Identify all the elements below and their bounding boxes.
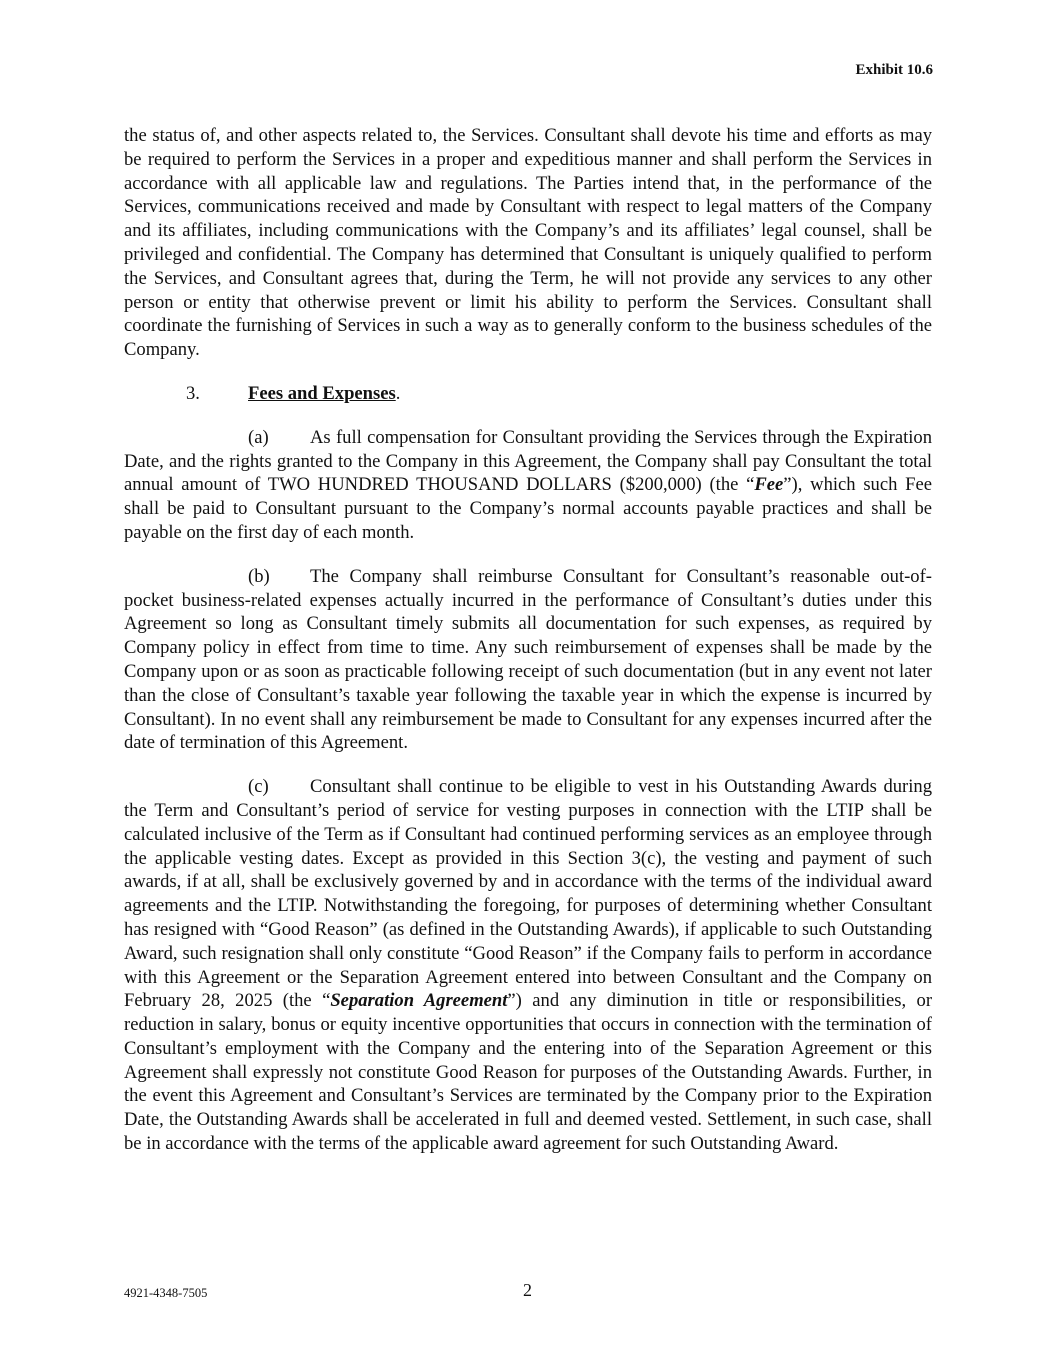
- footer-page-number: 2: [523, 1280, 532, 1300]
- section-title: Fees and Expenses: [248, 382, 396, 404]
- subsection-b-text: The Company shall reimburse Consultant for Consultant’s reasonable out-of-pocket business-related expenses actually incurred in the performance of Consultant’s duties under this Agreement so long as Consultant timely submits all documentation for such expenses, as required by Company policy in effect from time to time. Any such reimbursement of expenses shall be made by the Company upon or as soon as practicable following receipt of such documentation (but in any event not later than the close of Consultant’s taxable year following the taxable year in which the expense is incurred by Consultant). In no event shall any reimbursement be made to Consultant for any expenses incurred after the date of termination of this Agreement.: [124, 565, 932, 754]
- subsection-a-text-2: ”), which such Fee shall be paid to Consultant pursuant to the Company’s normal accounts payable practices and shall be payable on the first day of each month.: [124, 474, 932, 543]
- defined-term-separation-agreement: Separation Agreement: [330, 990, 508, 1012]
- defined-term-fee: Fee: [754, 474, 784, 496]
- subsection-b-label: (b): [248, 565, 270, 587]
- section-heading: [124, 382, 932, 406]
- subsection-a: [124, 426, 932, 545]
- subsection-a-label: (a): [248, 426, 269, 448]
- subsection-a-text-1: As full compensation for Consultant providing the Services through the Expiration Date, and the rights granted to the Company in this Agreement, the Company shall pay Consultant the total annual amount of TWO HUNDRED THOUSAND DOLLARS ($200,000) (the “: [124, 426, 932, 496]
- subsection-c-text-1: Consultant shall continue to be eligible to vest in his Outstanding Awards during the Term and Consultant’s period of service for vesting purposes in connection with the LTIP shall be calculated inclusive of the Term as if Consultant had continued performing services as an employee through the applicable vesting dates. Except as provided in this Section 3(c), the vesting and payment of such awards, if at all, shall be exclusively governed by and in accordance with the terms of the individual award agreements and the LTIP. Notwithstanding the foregoing, for purposes of determining whether Consultant has resigned with “Good Reason” (as defined in the Outstanding Awards), if applicable to such Outstanding Award, such resignation shall only constitute “Good Reason” if the Company fails to perform in accordance with this Agreement or the Separation Agreement entered into between Consultant and the Company on February 28, 2025 (the “: [124, 776, 932, 1012]
- exhibit-label: Exhibit 10.6: [855, 62, 933, 78]
- footer-document-id: 4921-4348-7505: [124, 1286, 208, 1300]
- section-number: 3.: [186, 382, 200, 404]
- subsection-c-text-2: ”) and any diminution in title or responsibilities, or reduction in salary, bonus or equity incentive opportunities that occurs in connection with the termination of Consultant’s employment with the Company and the entering into of the Separation Agreement or this Agreement shall expressly not constitute Good Reason for purposes of the Outstanding Awards. Further, in the event this Agreement and Consultant’s Services are terminated by the Company prior to the Expiration Date, the Outstanding Awards shall be accelerated in full and deemed vested. Settlement, in such case, shall be in accordance with the terms of the applicable award agreement for such Outstanding Award.: [124, 990, 933, 1155]
- subsection-b: [124, 565, 932, 755]
- document-body: [124, 124, 932, 1176]
- subsection-c: [124, 775, 932, 1156]
- section-title-period: .: [395, 382, 401, 404]
- continuation-paragraph: the status of, and other aspects related to, the Services. Consultant shall devote his time and efforts as may be required to perform the Services in a proper and expeditious manner and shall perform the Services in accordance with all applicable law and regulations. The Parties intend that, in the performance of the Services, communications received and made by Consultant with respect to legal matters of the Company and its affiliates, including communications with the Company’s and its affiliates’ legal counsel, shall be privileged and confidential. The Company has determined that Consultant is uniquely qualified to perform the Services, and Consultant agrees that, during the Term, he will not provide any services to any other person or entity that otherwise prevent or limit his ability to perform the Services. Consultant shall coordinate the furnishing of Services in such a way as to generally conform to the business schedules of the Company.: [124, 125, 932, 361]
- subsection-c-label: (c): [248, 776, 269, 798]
